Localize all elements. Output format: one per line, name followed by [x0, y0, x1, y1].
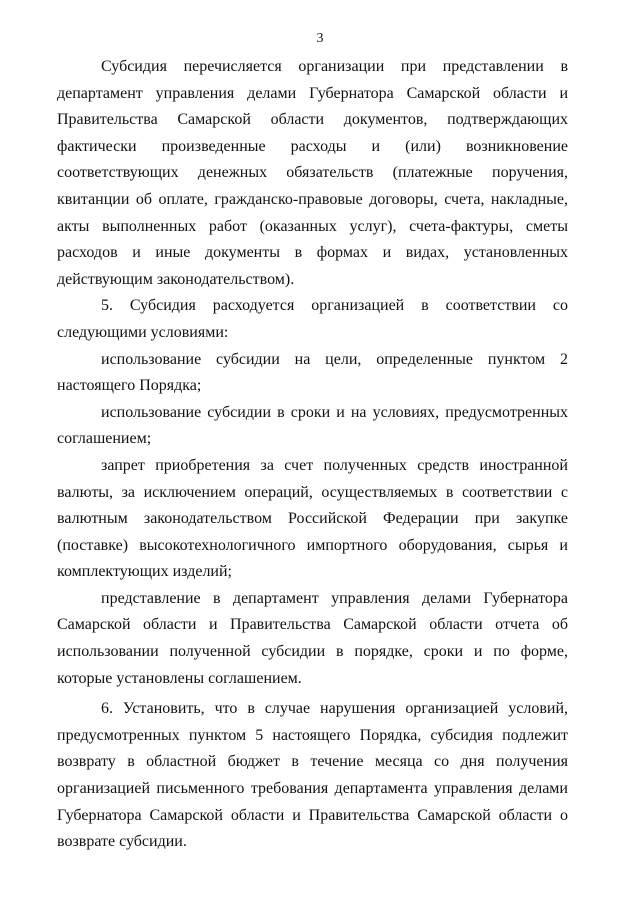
paragraph-condition-purpose: использование субсидии на цели, определенные пунктом 2 настоящего Порядка;: [57, 350, 568, 395]
paragraph-subsidy-transfer: Субсидия перечисляется организации при представлении в департамент управления делами Губернатора Самарской области и Правительства Самарской области документов, подтверждающих фактически произведенные расходы и (или) возникновение соответствующих денежных обязательств (платежные поручения, квитанции об оплате, гражданско-правовые договоры, счета, накладные, акты выполненных работ (оказанных услуг), счета-фактуры, сметы расходов и иные документы в формах и видах, установленных действующим законодательством).: [57, 58, 568, 288]
document-body: [57, 54, 568, 856]
page-number: 3: [316, 31, 324, 46]
paragraph-condition-currency: запрет приобретения за счет полученных средств иностранной валюты, за исключением операций, осуществляемых в соответствии с валютным законодательством Российской Федерации при закупке (поставке) высокотехнологичного импортного оборудования, сырья и комплектующих изделий;: [57, 456, 568, 581]
paragraph-condition-terms: использование субсидии в сроки и на условиях, предусмотренных соглашением;: [57, 403, 568, 448]
paragraph-item-5: 5. Субсидия расходуется организацией в соответствии со следующими условиями:: [57, 297, 568, 341]
paragraph-condition-report: представление в департамент управления делами Губернатора Самарской области и Правительства Самарской области отчета об использовании полученной субсидии в порядке, сроки и по форме, которые установлены соглашением.: [57, 589, 568, 687]
paragraph-item-6: 6. Установить, что в случае нарушения организацией условий, предусмотренных пунктом 5 настоящего Порядка, субсидия подлежит возврату в областной бюджет в течение месяца со дня получения организацией письменного требования департамента управления делами Губернатора Самарской области и Правительства Самарской области о возврате субсидии.: [57, 700, 568, 851]
